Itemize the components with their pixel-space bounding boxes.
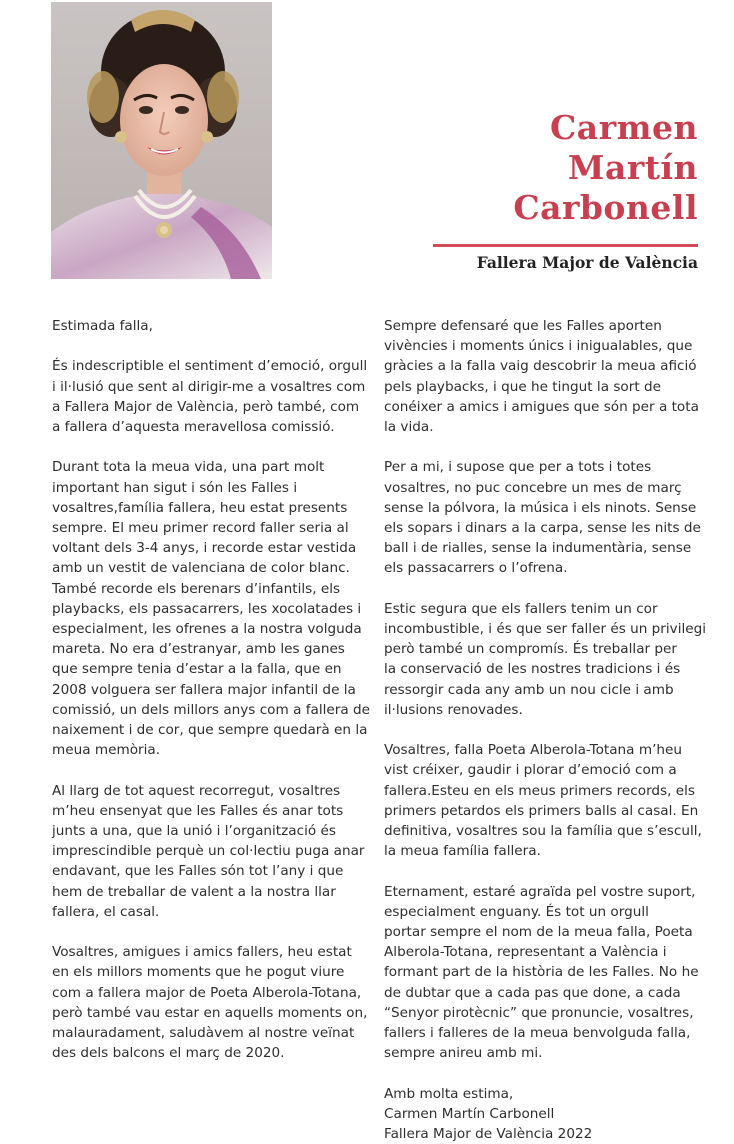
text-line: Vosaltres, falla Poeta Alberola-Totana m’heu <box>384 742 682 759</box>
text-line: mareta. No era d’estranyar, amb les ganes <box>52 641 345 658</box>
text-line: m’heu ensenyat que les Falles és anar tots <box>52 802 344 819</box>
signature-line: Carmen Martín Carbonell <box>384 1105 555 1122</box>
text-line: incombustible, i és que ser faller és un privilegi <box>384 621 707 638</box>
paragraph <box>52 942 372 1063</box>
text-line: Vosaltres, amigues i amics fallers, heu estat <box>52 944 352 961</box>
text-line: fallera, el casal. <box>52 903 160 920</box>
paragraph <box>384 316 714 437</box>
paragraph <box>384 740 714 861</box>
text-line: vosaltres,família fallera, heu estat presents <box>52 499 348 516</box>
text-line: vivències i moments únics i inigualables, que <box>384 338 693 355</box>
text-line: vosaltres, no puc concebre un mes de març <box>384 479 682 496</box>
text-line: Estic segura que els fallers tenim un cor <box>384 600 658 617</box>
text-line: Estimada falla, <box>52 318 153 334</box>
text-line: sempre anireu amb mi. <box>384 1045 543 1062</box>
name-heading <box>420 108 698 228</box>
text-line: portar sempre el nom de la meua falla, Poeta <box>384 924 693 941</box>
text-line: però també vau estar en aquells moments on, <box>52 1004 368 1021</box>
text-line: especialment enguany. És tot un orgull <box>384 903 649 920</box>
text-line: naixement i de cor, que sempre quedarà en la <box>52 722 368 739</box>
name-line-3: Carbonell <box>513 188 698 227</box>
heading-divider <box>433 244 698 247</box>
text-line: 2008 volguera ser fallera major infantil de la <box>52 681 356 698</box>
role-subtitle: Fallera Major de València <box>476 253 698 272</box>
text-line: la conservació de les nostres tradicions i és <box>384 661 681 678</box>
text-line: sense la pólvora, la música i els ninots. Sense <box>384 499 697 516</box>
text-line: gràcies a la falla vaig descobrir la meua afició <box>384 358 697 375</box>
text-line: a Fallera Major de València, però també, com <box>52 398 360 415</box>
text-line: fallera.Esteu en els meus primers records, els <box>384 782 696 799</box>
text-line: És indescriptible el sentiment d’emoció, orgull <box>52 358 368 375</box>
text-line: Alberola-Totana, representant a València i <box>384 944 667 961</box>
text-line: fallers i falleres de la meua benvolguda falla, <box>384 1025 691 1042</box>
text-line: els passacarrers o l’ofrena. <box>384 560 568 577</box>
text-line: Al llarg de tot aquest recorregut, vosaltres <box>52 782 341 799</box>
text-line: però també un compromís. És treballar per <box>384 641 678 658</box>
portrait-illustration <box>51 2 272 279</box>
text-line: formant part de la història de les Falles. No he <box>384 964 699 981</box>
text-line: primers petardos els primers balls al casal. En <box>384 802 699 819</box>
closing-signature <box>384 1084 714 1144</box>
text-line: vist créixer, gaudir i plorar d’emoció com a <box>384 762 677 779</box>
paragraph <box>52 316 372 336</box>
text-line: Sempre defensaré que les Falles aporten <box>384 318 662 334</box>
text-line: els sopars i dinars a la carpa, sense les nits de <box>384 520 701 537</box>
letter-right-column <box>384 316 714 1144</box>
text-line: hem de treballar de valent a la nostra llar <box>52 883 336 900</box>
text-line: endavant, que les Falles són tot l’any i que <box>52 863 344 880</box>
text-line: de dubtar que a cada pas que done, a cada <box>384 984 681 1001</box>
text-line: malauradament, saludàvem al nostre veïnat <box>52 1025 355 1042</box>
text-line: com a fallera major de Poeta Alberola-Totana, <box>52 984 362 1001</box>
portrait-photo <box>51 2 272 279</box>
signature-line: Fallera Major de València 2022 <box>384 1126 593 1143</box>
paragraph <box>384 882 714 1064</box>
text-line: a fallera d’aquesta meravellosa comissió. <box>52 419 335 435</box>
text-line: amb un vestit de valenciana de color blanc. <box>52 560 350 577</box>
text-line: Eternament, estaré agraïda pel vostre suport, <box>384 883 696 900</box>
text-line: conéixer a amics i amigues que són per a tota <box>384 398 699 415</box>
text-line: sempre. El meu primer record faller seria al <box>52 520 349 536</box>
text-line: meua memòria. <box>52 742 161 759</box>
text-line: ball i de rialles, sense la indumentària, sense <box>384 540 692 557</box>
text-line: comissió, un dels millors anys com a fallera de <box>52 701 370 718</box>
text-line: Durant tota la meua vida, una part molt <box>52 459 325 476</box>
text-line: ressorgir cada any amb un nou cicle i amb <box>384 681 674 698</box>
paragraph <box>384 457 714 578</box>
text-line: important han sigut i són les Falles i <box>52 479 298 496</box>
name-line-1: Carmen <box>550 108 698 147</box>
paragraph <box>52 457 372 760</box>
text-line: També recorde els berenars d’infantils, els <box>52 580 341 597</box>
text-line: en els millors moments que he pogut viure <box>52 964 345 981</box>
text-line: junts a una, que la unió i l’organització és <box>52 823 336 840</box>
name-line-2: Martín <box>567 148 698 187</box>
paragraph <box>384 599 714 720</box>
letter-left-column <box>52 316 372 1084</box>
text-line: i il·lusió que sent al dirigir-me a vosaltres com <box>52 378 366 395</box>
text-line: playbacks, els passacarrers, les xocolatades i <box>52 600 362 617</box>
text-line: la vida. <box>384 419 434 436</box>
text-line: imprescindible perquè un col·lectiu puga anar <box>52 843 365 860</box>
text-line: Per a mi, i supose que per a tots i totes <box>384 459 652 476</box>
text-line: il·lusions renovades. <box>384 701 523 718</box>
text-line: que sempre tenia d’estar a la falla, que en <box>52 661 342 678</box>
text-line: des dels balcons el març de 2020. <box>52 1045 285 1062</box>
text-line: especialment, les ofrenes a la nostra volguda <box>52 621 362 638</box>
paragraph <box>52 356 372 437</box>
paragraph <box>52 781 372 922</box>
text-line: voltant dels 3-4 anys, i recorde estar vestida <box>52 540 357 557</box>
signature-line: Amb molta estima, <box>384 1085 514 1102</box>
text-line: “Senyor pirotècnic” que pronuncie, vosaltres, <box>384 1004 694 1021</box>
text-line: definitiva, vosaltres sou la família que s’escull, <box>384 823 702 840</box>
text-line: pels playbacks, i que he tingut la sort de <box>384 378 661 395</box>
text-line: la meua família fallera. <box>384 843 541 860</box>
